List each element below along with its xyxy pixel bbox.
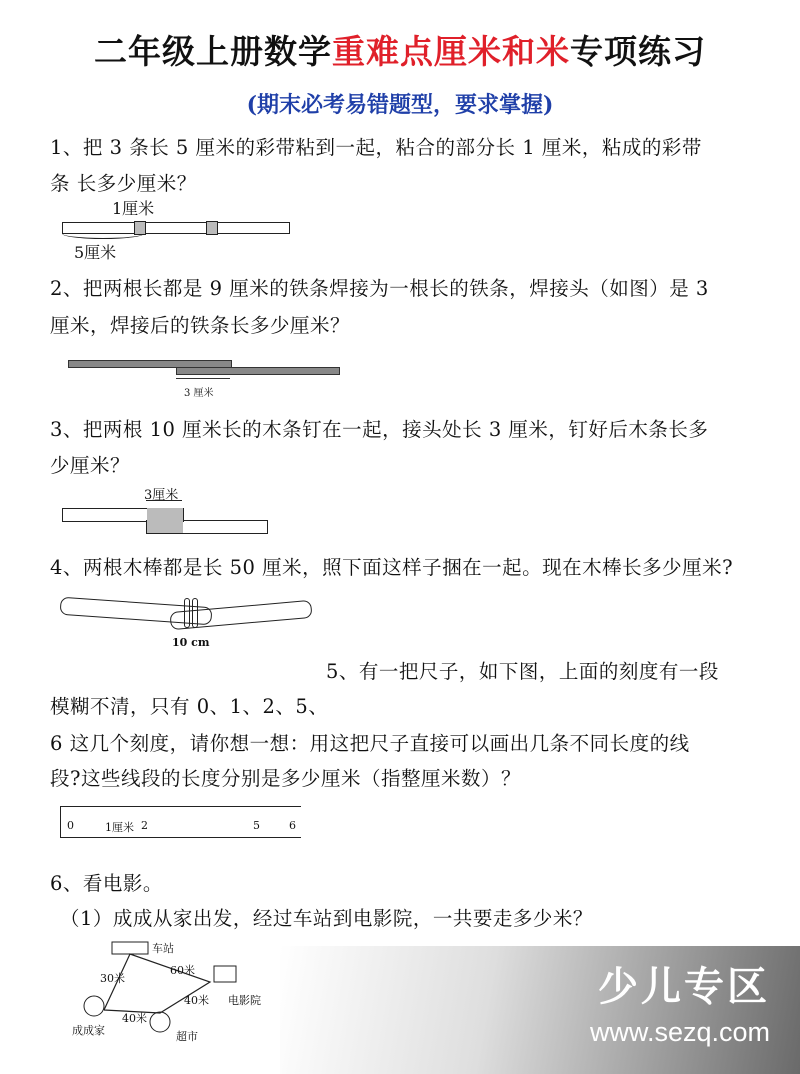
overlap-label: 3厘米	[144, 488, 179, 503]
ribbon-length-label: 5厘米	[74, 243, 117, 262]
watermark-brand: 少儿专区	[598, 964, 770, 1010]
watermark	[280, 946, 800, 1074]
q5-text-3: 6 这几个刻度，请你想一想：用这把尺子直接可以画出几条不同长度的线	[50, 732, 690, 755]
rope	[192, 598, 198, 628]
ribbon-figure	[60, 196, 300, 266]
route-map	[60, 936, 260, 1046]
q4-text-1: 4、两根木棒都是长 50 厘米，照下面这样子捆在一起。现在木棒长多少厘米?	[50, 556, 734, 579]
q2-text-1: 2、把两根长都是 9 厘米的铁条焊接为一根长的铁条，焊接头（如图）是 3	[50, 277, 709, 300]
wood-strip-figure	[62, 484, 272, 540]
arrow	[176, 378, 230, 379]
dimension-line	[146, 500, 182, 501]
q3-text-1: 3、把两根 10 厘米长的木条钉在一起，接头处长 3 厘米，钉好后木条长多	[50, 418, 709, 441]
title-part1: 二年级上册数学	[94, 32, 332, 71]
distance-home-station: 30米	[100, 972, 125, 985]
distance-station-cinema: 60米	[170, 964, 195, 977]
ribbon-joint	[206, 221, 218, 235]
ruler-tick-0: 0	[67, 819, 74, 832]
market-label: 超市	[176, 1030, 198, 1043]
ruler-tick-6: 6	[289, 819, 296, 832]
q5-text-2: 模糊不清，只有 0、1、2、5、	[50, 695, 329, 718]
page-title	[0, 26, 800, 73]
overlap-area	[147, 508, 183, 533]
station-label: 车站	[152, 942, 174, 955]
stick	[169, 600, 312, 630]
ruler-tick-2: 2	[141, 819, 148, 832]
q5-text-4: 段?这些线段的长度分别是多少厘米（指整厘米数）？	[50, 767, 521, 790]
sticks-figure	[60, 592, 320, 654]
brace	[62, 228, 144, 239]
watermark-url: www.sezq.com	[589, 1017, 770, 1047]
ribbon-overlap-label: 1厘米	[112, 199, 155, 218]
ruler-tick-5: 5	[253, 819, 260, 832]
q5-text-1: 5、有一把尺子，如下图，上面的刻度有一段	[326, 660, 719, 683]
page-subtitle: (期末必考易错题型，要求掌握)	[246, 92, 554, 118]
q6-text-1: 6、看电影。	[50, 872, 163, 895]
ruler-tick-1: 1厘米	[105, 821, 134, 834]
q1-text-1: 1、把 3 条长 5 厘米的彩带粘到一起，粘合的部分长 1 厘米，粘成的彩带	[50, 136, 702, 159]
overlap-label: 3 厘米	[184, 388, 214, 399]
q3-text-2: 少厘米？	[50, 454, 131, 477]
q2-text-2: 厘米，焊接后的铁条长多少厘米？	[50, 314, 351, 337]
iron-bar	[176, 367, 340, 375]
title-highlight: 重难点厘米和米	[332, 32, 570, 71]
q6-text-2: （1）成成从家出发，经过车站到电影院，一共要走多少米？	[60, 907, 593, 930]
distance-market-cinema: 40米	[184, 994, 209, 1007]
title-part2: 专项练习	[570, 32, 706, 71]
iron-bar-figure	[68, 360, 338, 400]
ruler	[60, 806, 301, 838]
cinema-label: 电影院	[228, 994, 261, 1007]
home-label: 成成家	[72, 1024, 105, 1037]
distance-home-market: 40米	[122, 1012, 147, 1025]
rope	[184, 598, 190, 628]
overlap-label: 10 cm	[172, 636, 210, 649]
q1-text-2: 条 长多少厘米？	[50, 172, 197, 195]
